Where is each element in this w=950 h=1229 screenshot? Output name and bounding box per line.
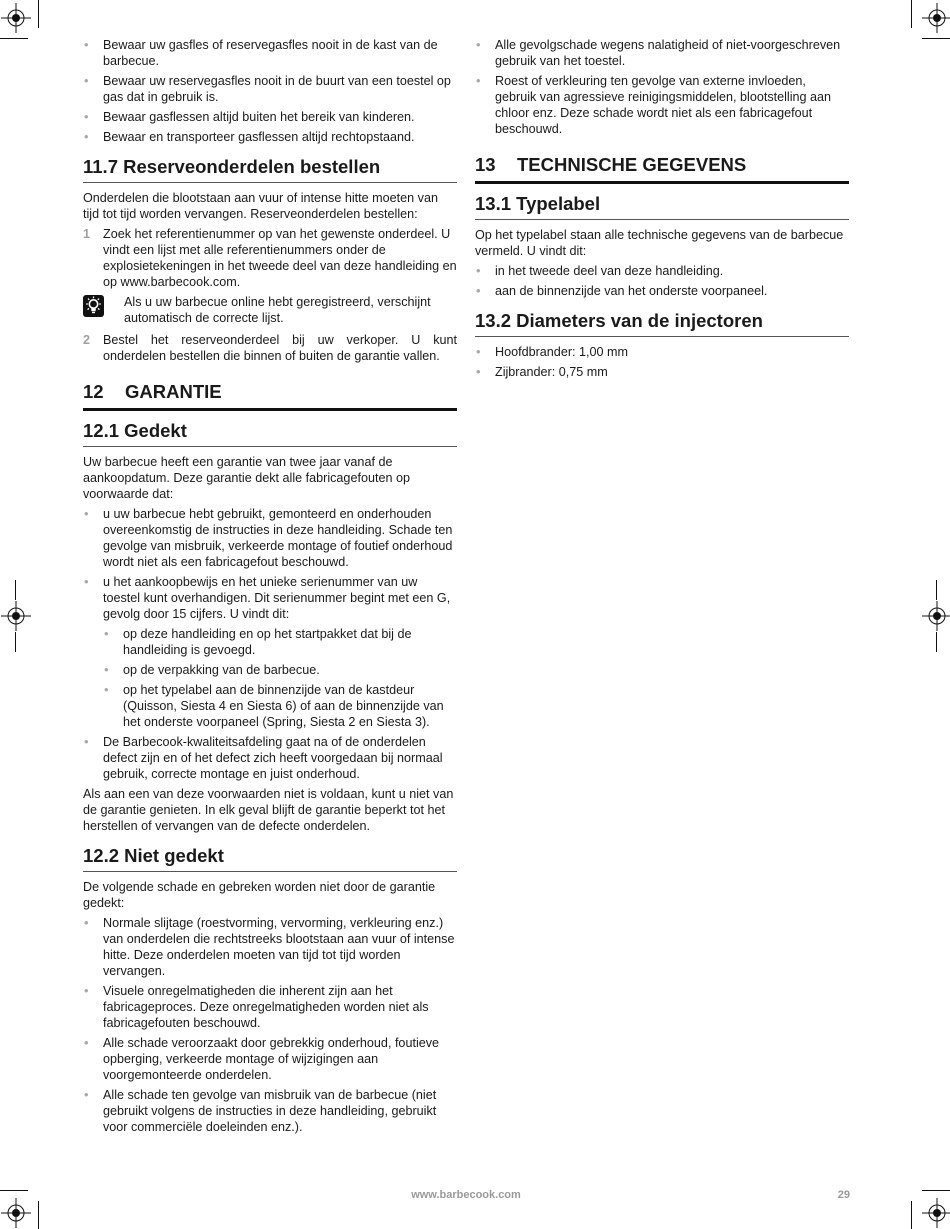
- chapter-title: GARANTIE: [125, 381, 222, 402]
- list-item: • op de verpakking van de barbecue.: [103, 662, 457, 678]
- registration-mark-icon: [922, 601, 950, 631]
- crop-mark: [922, 38, 950, 39]
- left-column: [83, 37, 457, 1139]
- not-covered-list-continued: [475, 37, 849, 137]
- step-text: Zoek het referentienummer op van het gewenste onderdeel. U vindt een lijst met alle referentienummers onder de explosietekeningen in het tweede deel van deze handleiding en op www.barbecook.com.: [103, 227, 457, 289]
- list-item: • Bewaar uw gasfles of reservegasfles nooit in de kast van de barbecue.: [83, 37, 457, 69]
- tip-text: Als u uw barbecue online hebt geregistreerd, verschijnt automatisch de correcte lijst.: [124, 295, 431, 325]
- list-item: • Bewaar gasflessen altijd buiten het bereik van kinderen.: [83, 109, 457, 125]
- paragraph: De volgende schade en gebreken worden niet door de garantie gedekt:: [83, 880, 436, 910]
- paragraph: Op het typelabel staan alle technische gegevens van de barbecue vermeld. U vindt dit:: [475, 228, 844, 258]
- step-text: Bestel het reserveonderdeel bij uw verkoper. U kunt onderdelen bestellen die binnen of buiten de garantie vallen.: [103, 333, 457, 363]
- crop-mark: [0, 1190, 28, 1191]
- right-column: [475, 37, 849, 384]
- registration-mark-icon: [1, 3, 31, 33]
- list-item: • Roest of verkleuring ten gevolge van externe invloeden, gebruik van agressieve reinigingsmiddelen, blootstelling aan chloor enz. Deze schade wordt niet als een fabricagefout beschouwd.: [475, 73, 849, 137]
- section-heading-12-1: 12.1 Gedekt: [83, 420, 457, 447]
- crop-mark: [15, 580, 16, 600]
- page-number: 29: [837, 1189, 850, 1201]
- list-item: [83, 332, 457, 364]
- crop-mark: [911, 1201, 912, 1229]
- section-heading-11-7: 11.7 Reserveonderdelen bestellen: [83, 156, 457, 183]
- section-heading-12-2: 12.2 Niet gedekt: [83, 845, 457, 872]
- list-item: • Hoofdbrander: 1,00 mm: [475, 344, 849, 360]
- section-heading-13-2: 13.2 Diameters van de injectoren: [475, 310, 849, 337]
- registration-mark-icon: [922, 3, 950, 33]
- chapter-number: 12: [83, 381, 104, 402]
- crop-mark: [0, 38, 28, 39]
- list-item: • Normale slijtage (roestvorming, vervorming, verkleuring enz.) van onderdelen die rechtstreeks blootstaan aan vuur of intense hitte. Deze onderdelen moeten van tijd tot tijd worden vervangen.: [83, 915, 457, 979]
- crop-mark: [911, 0, 912, 28]
- crop-mark: [922, 1190, 950, 1191]
- paragraph: Onderdelen die blootstaan aan vuur of intense hitte moeten van tijd tot tijd worden vervangen. Reserveonderdelen bestellen:: [83, 191, 438, 221]
- list-item: • op het typelabel aan de binnenzijde van de kastdeur (Quisson, Siesta 4 en Siesta 6) of aan de binnenzijde van het onderste voorpaneel (Spring, Siesta 2 en Siesta 3).: [103, 682, 457, 730]
- crop-mark: [936, 632, 937, 652]
- list-item: • Alle schade ten gevolge van misbruik van de barbecue (niet gebruikt volgens de instructies in deze handleiding, gebruikt voor commerciële doeleinden enz.).: [83, 1087, 457, 1135]
- list-item: • Bewaar en transporteer gasflessen altijd rechtopstaand.: [83, 129, 457, 145]
- typelabel-location-list: [475, 263, 849, 299]
- chapter-heading-13: [475, 154, 849, 184]
- chapter-number: 13: [475, 154, 496, 175]
- list-item: • De Barbecook-kwaliteitsafdeling gaat na of de onderdelen defect zijn en of het defect zich heeft voorgedaan bij normaal gebruik, correcte montage en juist onderhoud.: [83, 734, 457, 782]
- list-item: • Bewaar uw reservegasfles nooit in de buurt van een toestel op gas dat in gebruik is.: [83, 73, 457, 105]
- paragraph: Uw barbecue heeft een garantie van twee jaar vanaf de aankoopdatum. Deze garantie dekt alle fabricagefouten op voorwaarde dat:: [83, 455, 410, 501]
- list-item: • Visuele onregelmatigheden die inherent zijn aan het fabricageproces. Deze onregelmatigheden worden niet als fabricagefouten beschouwd.: [83, 983, 457, 1031]
- order-steps-list-continued: [83, 332, 457, 364]
- list-item: • in het tweede deel van deze handleiding.: [475, 263, 849, 279]
- chapter-title: TECHNISCHE GEGEVENS: [517, 154, 747, 175]
- footer-url: www.barbecook.com: [411, 1189, 521, 1201]
- order-steps-list: [83, 226, 457, 290]
- list-item-text: u het aankoopbewijs en het unieke serienummer van uw toestel kunt overhandigen. Dit serienummer begint met een G, gevolg door 15 cijfers. U vindt dit:: [103, 575, 451, 621]
- list-item: • aan de binnenzijde van het onderste voorpaneel.: [475, 283, 849, 299]
- section-heading-13-1: 13.1 Typelabel: [475, 193, 849, 220]
- registration-mark-icon: [1, 1198, 31, 1228]
- registration-mark-icon: [1, 601, 31, 631]
- crop-mark: [38, 0, 39, 28]
- list-item: • op deze handleiding en op het startpakket dat bij de handleiding is gevoegd.: [103, 626, 457, 658]
- crop-mark: [38, 1201, 39, 1229]
- list-item: • Zijbrander: 0,75 mm: [475, 364, 849, 380]
- paragraph: Als aan een van deze voorwaarden niet is voldaan, kunt u niet van de garantie genieten. In elk geval blijft de garantie beperkt tot het herstellen of vervangen van de defecte onderdelen.: [83, 787, 454, 833]
- lightbulb-icon: [83, 295, 104, 317]
- list-item: [83, 226, 457, 290]
- crop-mark: [936, 580, 937, 600]
- list-item: • u uw barbecue hebt gebruikt, gemonteerd en onderhouden overeenkomstig de instructies in deze handleiding. Schade ten gevolge van misbruik, verkeerde montage of foutief onderhoud wordt niet als een fabricagefout beschouwd.: [83, 506, 457, 570]
- list-item: [83, 574, 457, 730]
- step-number: 1: [83, 227, 91, 241]
- injector-diameter-list: [475, 344, 849, 380]
- registration-mark-icon: [922, 1198, 950, 1228]
- list-item: • Alle schade veroorzaakt door gebrekkig onderhoud, foutieve opberging, verkeerde montage of wijzigingen aan voorgemonteerde onderdelen.: [83, 1035, 457, 1083]
- step-number: 2: [83, 333, 91, 347]
- tip-note: [83, 294, 457, 326]
- gas-storage-list: [83, 37, 457, 145]
- serial-location-list: [103, 626, 457, 730]
- not-covered-list: [83, 915, 457, 1135]
- list-item: • Alle gevolgschade wegens nalatigheid of niet-voorgeschreven gebruik van het toestel.: [475, 37, 849, 69]
- crop-mark: [15, 632, 16, 652]
- warranty-conditions-list: [83, 506, 457, 782]
- chapter-heading-12: [83, 381, 457, 411]
